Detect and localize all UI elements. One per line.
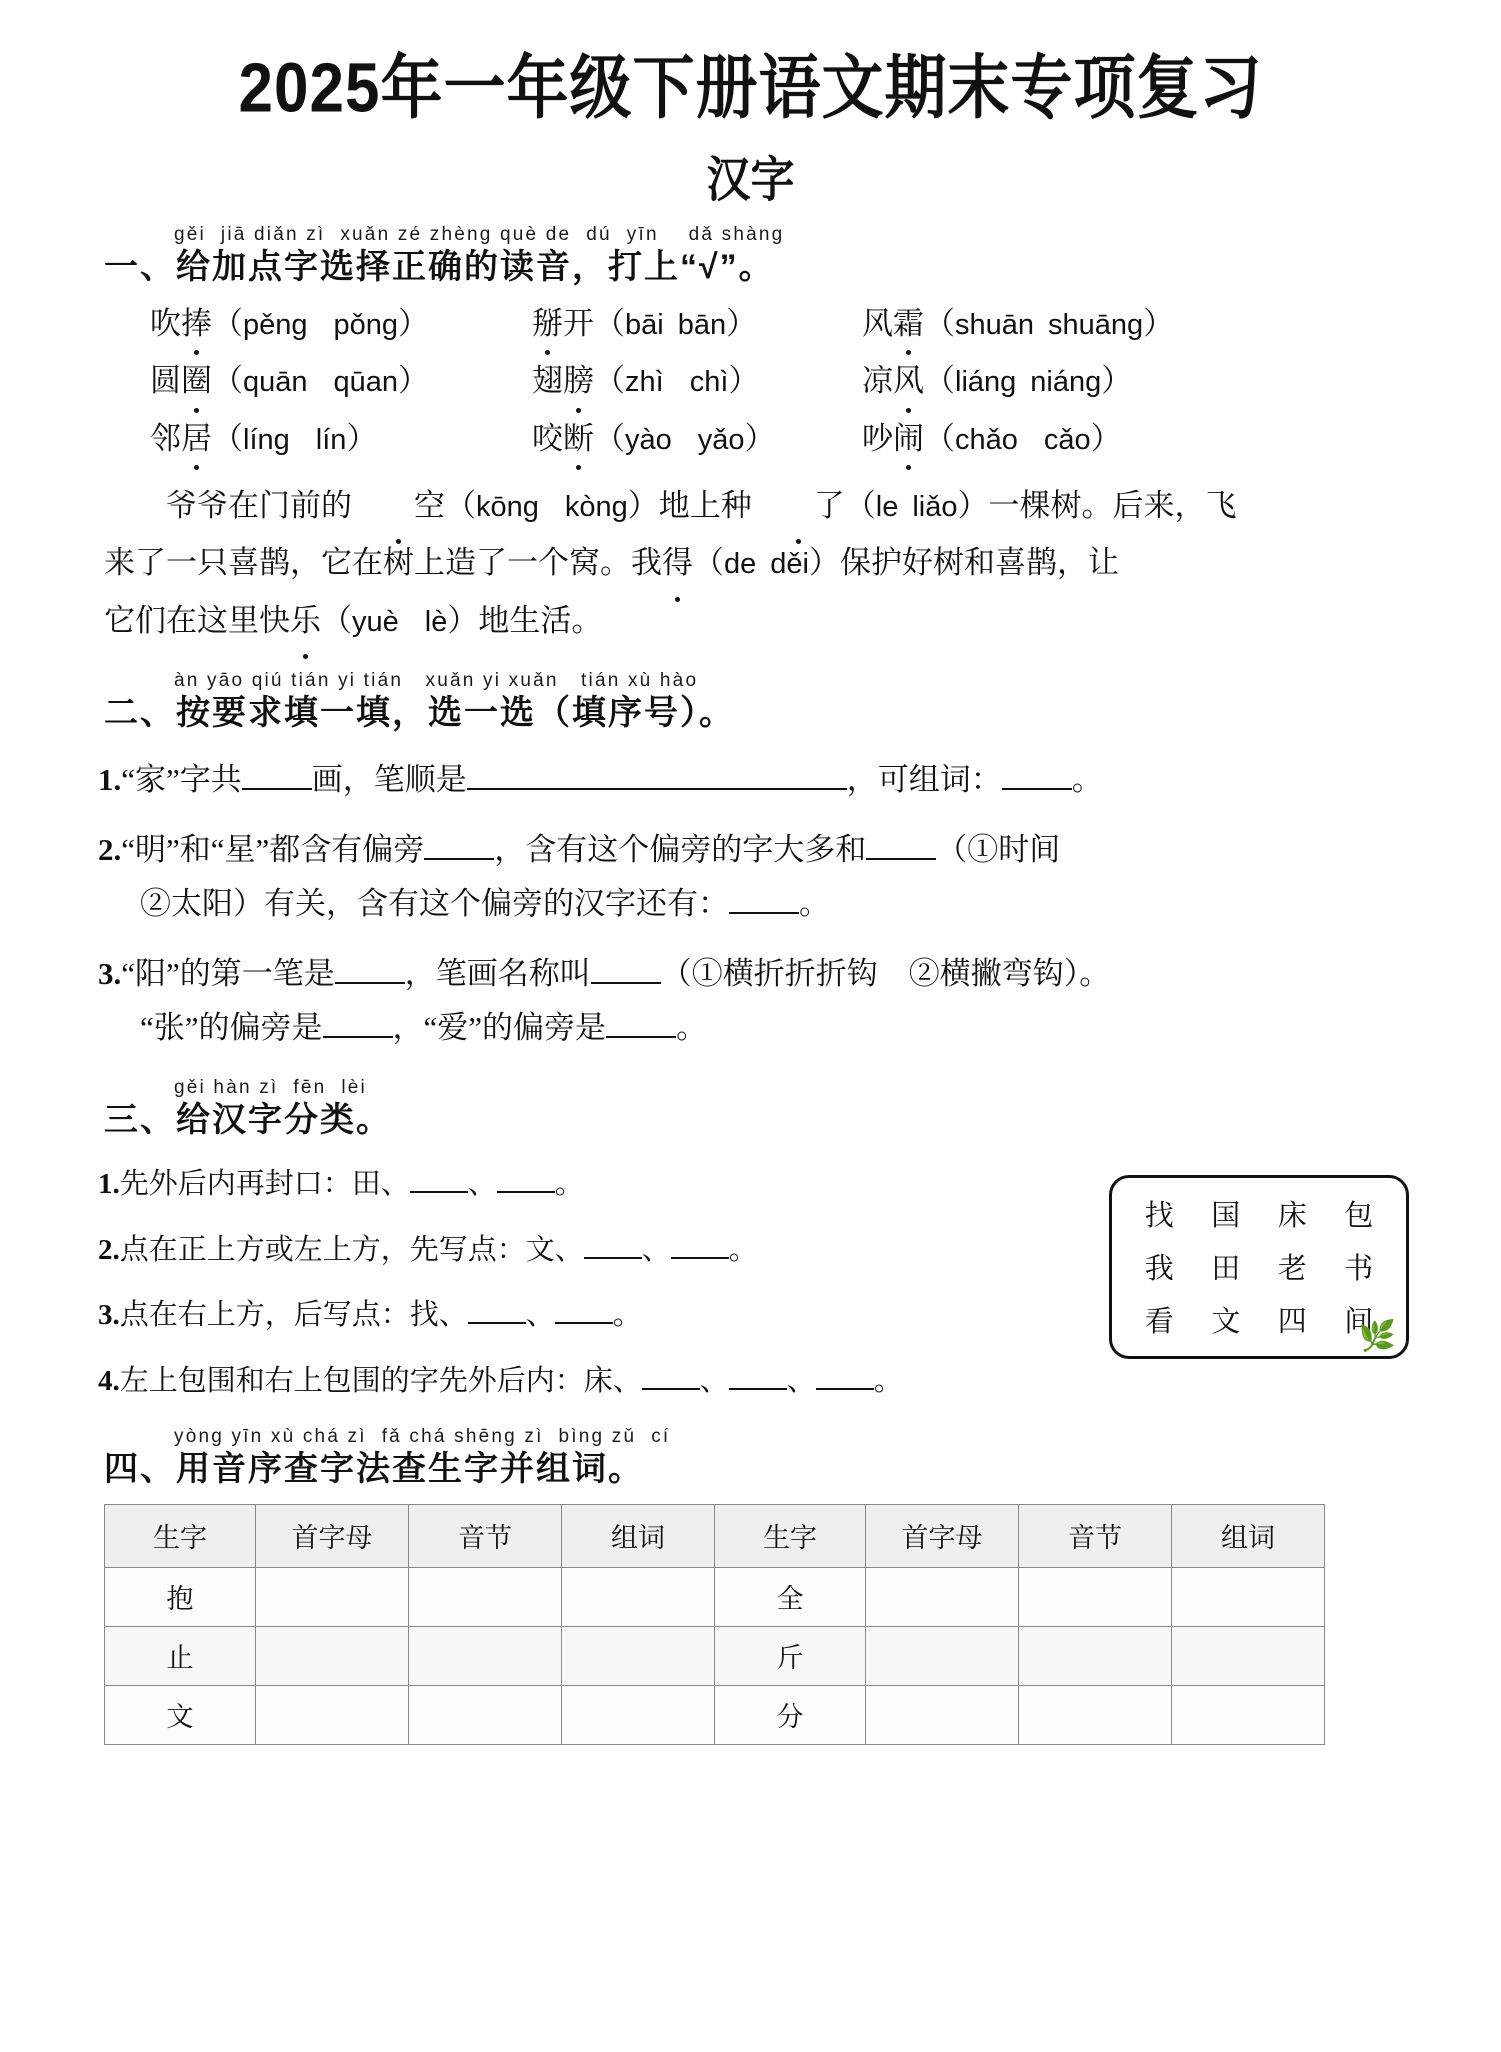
bank-char[interactable]: 四 — [1277, 1306, 1307, 1339]
section-2-pinyin: àn yāo qiú tián yi tián xuǎn yi xuǎn tián xù hào — [174, 670, 699, 692]
answer-blank[interactable] — [242, 762, 312, 790]
dotted-char: 得 — [662, 534, 693, 591]
item-text: ，“爱”的偏旁是 — [392, 1010, 607, 1046]
item-text: “家”字共 — [121, 762, 242, 798]
section-4-pinyin: yòng yīn xù chá zì fǎ chá shēng zì bìng zǔ cí — [174, 1426, 671, 1448]
choice-word-pre: 吹 — [150, 305, 181, 341]
cell-word-input[interactable] — [562, 1685, 715, 1744]
answer-blank[interactable] — [591, 956, 661, 984]
choice-item[interactable]: 吵闹（chǎo cǎo） — [862, 417, 1182, 461]
section-2-item-1 — [0, 756, 1501, 804]
page-subtitle: 汉字 — [706, 153, 795, 207]
pinyin-option-b[interactable]: děi — [770, 548, 809, 581]
section-4-table-wrap — [0, 1504, 1501, 1745]
cell-word-input[interactable] — [562, 1567, 715, 1626]
choice-item[interactable]: 凉风（liáng niáng） — [862, 359, 1182, 403]
choice-word-pre: 邻 — [150, 420, 181, 456]
pinyin-option-a[interactable]: de — [724, 548, 757, 581]
section-3-item-4: 4.左上包围和右上包围的字先外后内：床、 、 、 。 — [0, 1360, 1501, 1404]
item-text: 。 — [676, 1010, 708, 1046]
item-text: ，含有这个偏旁的字大多和 — [494, 832, 867, 868]
answer-blank[interactable] — [555, 1296, 613, 1324]
bank-char[interactable]: 国 — [1211, 1200, 1241, 1233]
section-3-item-2: 2.点在正上方或左上方，先写点：文、 、 。 — [0, 1229, 1501, 1273]
cell-syllable-input[interactable] — [409, 1567, 562, 1626]
pinyin-option-b[interactable]: qūan — [333, 366, 399, 399]
section-1-passage: 爷爷在门前的 空（kōng kòng）地上种 了（le liǎo）一棵树。后来，飞 — [0, 477, 1501, 535]
section-2-item-3-continued — [0, 1004, 1501, 1052]
bank-char[interactable]: 找 — [1144, 1200, 1174, 1233]
pinyin-option-a[interactable]: zhì — [625, 366, 664, 399]
cell-initial-input[interactable] — [256, 1626, 409, 1685]
answer-blank[interactable] — [323, 1010, 393, 1038]
section-3-heading-group — [0, 1078, 1501, 1141]
dotted-char: 断 — [563, 417, 594, 460]
character-bank-row — [1126, 1190, 1392, 1243]
section-4-heading: 四、用音序查字法查生字并组词。 — [104, 1449, 644, 1488]
cell-syllable-input[interactable] — [409, 1685, 562, 1744]
dotted-char: 乐 — [290, 592, 321, 649]
item-end: 。 — [728, 1233, 758, 1266]
bank-char[interactable]: 包 — [1344, 1200, 1374, 1233]
pinyin-option-b[interactable]: yǎo — [697, 423, 745, 456]
table-header-row — [105, 1504, 1325, 1567]
cell-initial-input[interactable] — [866, 1567, 1019, 1626]
bank-char[interactable]: 我 — [1144, 1253, 1174, 1286]
answer-blank[interactable] — [335, 956, 405, 984]
dotted-char: 霜 — [893, 302, 924, 345]
cell-initial-input[interactable] — [256, 1685, 409, 1744]
choice-word-pre: 吵 — [862, 420, 893, 456]
pinyin-option-a[interactable]: le — [875, 490, 899, 523]
pinyin-option-b[interactable]: lè — [424, 605, 448, 638]
cell-syllable-input[interactable] — [1019, 1685, 1172, 1744]
pinyin-option-a[interactable]: quān — [243, 366, 308, 399]
pinyin-option-b[interactable]: liǎo — [912, 490, 958, 523]
cell-word-input[interactable] — [1172, 1567, 1325, 1626]
table-row — [105, 1567, 1325, 1626]
vocab-table — [104, 1504, 1325, 1745]
col-header-shouzimu-2: 首字母 — [866, 1504, 1019, 1567]
passage-text: 地上种 — [658, 487, 752, 523]
cell-initial-input[interactable] — [256, 1567, 409, 1626]
cell-word-input[interactable] — [1172, 1685, 1325, 1744]
choice-row — [0, 359, 1501, 403]
bank-char[interactable]: 田 — [1211, 1253, 1241, 1286]
dotted-char: 居 — [181, 417, 212, 460]
dotted-char: 掰 — [532, 302, 563, 345]
worksheet-page — [0, 49, 1501, 2052]
cell-character: 全 — [715, 1567, 866, 1626]
answer-blank[interactable] — [584, 1231, 642, 1259]
dotted-char: 捧 — [181, 302, 212, 345]
item-text: 先外后内再封口：田、 — [119, 1168, 410, 1201]
cell-initial-input[interactable] — [866, 1626, 1019, 1685]
choice-item[interactable]: 邻居（líng lín） — [150, 417, 532, 461]
item-end: 。 — [554, 1168, 584, 1201]
section-3-heading: 三、给汉字分类。 — [104, 1101, 392, 1140]
character-bank-row — [1126, 1296, 1392, 1349]
answer-blank[interactable] — [866, 832, 936, 860]
item-number: 1. — [98, 762, 122, 798]
item-number: 2. — [98, 832, 122, 868]
dotted-char: 圈 — [181, 359, 212, 402]
item-text: 点在正上方或左上方，先写点：文、 — [119, 1233, 584, 1266]
table-row — [105, 1626, 1325, 1685]
pinyin-option-a[interactable]: yuè — [352, 605, 399, 638]
leaf-decoration-icon: 🌿 — [1358, 1320, 1396, 1354]
section-3-pinyin: gěi hàn zì fēn lèi — [174, 1077, 367, 1099]
item-text: （①横折折折钩 ②横撇弯钩）。 — [660, 956, 1111, 992]
dotted-char: 膀 — [563, 359, 594, 402]
item-text: “明”和“星”都含有偏旁 — [121, 832, 425, 868]
col-header-yinjie-1: 音节 — [409, 1504, 562, 1567]
section-1-heading: 一、给加点字选择正确的读音，打上“√”。 — [104, 247, 775, 286]
pinyin-option-b[interactable]: niáng — [1030, 366, 1102, 399]
pinyin-option-a[interactable]: bāi — [625, 308, 664, 341]
cell-character: 止 — [105, 1626, 256, 1685]
table-row — [105, 1685, 1325, 1744]
item-text: ②太阳）有关，含有这个偏旁的汉字还有： — [140, 886, 729, 922]
pinyin-option-a[interactable]: shuān — [955, 308, 1035, 341]
pinyin-option-a[interactable]: líng — [243, 423, 290, 456]
choice-word-pre: 咬 — [532, 420, 563, 456]
choice-item[interactable]: 掰开（bāi bān） — [532, 302, 862, 346]
col-header-zuci-1: 组词 — [562, 1504, 715, 1567]
item-number: 4. — [98, 1364, 120, 1397]
pinyin-option-a[interactable]: yào — [625, 423, 672, 456]
pinyin-option-a[interactable]: pěng — [243, 308, 308, 341]
choice-row — [0, 302, 1501, 346]
character-bank-box — [1109, 1175, 1409, 1359]
col-header-shengzi-1: 生字 — [105, 1504, 256, 1567]
pinyin-option-b[interactable]: chì — [689, 366, 729, 399]
pinyin-option-a[interactable]: liáng — [955, 366, 1017, 399]
answer-blank[interactable] — [671, 1231, 729, 1259]
cell-initial-input[interactable] — [866, 1685, 1019, 1744]
answer-blank[interactable] — [410, 1165, 468, 1193]
choice-item[interactable]: 吹捧（pěng pǒng） — [150, 302, 532, 346]
section-3-item-1: 1.先外后内再封口：田、 、 。 — [0, 1163, 1501, 1207]
choice-word-pre: 风 — [862, 305, 893, 341]
choice-item[interactable]: 翅膀（zhì chì） — [532, 359, 862, 403]
passage-text: 爷爷在门前的 — [166, 487, 352, 523]
section-1-passage-line2: 来了一只喜鹊，它在树上造了一个窝。我得（de děi）保护好树和喜鹊，让 — [0, 534, 1501, 592]
choice-word-pre: 圆 — [150, 363, 181, 399]
bank-char[interactable]: 间 — [1344, 1306, 1374, 1339]
answer-blank[interactable] — [1002, 762, 1072, 790]
item-text: “张”的偏旁是 — [140, 1010, 323, 1046]
pinyin-option-b[interactable]: kòng — [564, 490, 628, 523]
section-2-heading-group — [0, 671, 1501, 734]
cell-character: 斤 — [715, 1626, 866, 1685]
item-text: 左上包围和右上包围的字先外后内：床、 — [119, 1364, 642, 1397]
passage-text: 保护好树和喜鹊，让 — [839, 545, 1119, 581]
passage-text: 地生活。 — [478, 602, 603, 638]
item-text: ，笔画名称叫 — [404, 956, 591, 992]
answer-blank[interactable] — [424, 832, 494, 860]
section-3-body — [0, 1163, 1501, 1403]
answer-blank[interactable] — [729, 1362, 787, 1390]
cell-word-input[interactable] — [562, 1626, 715, 1685]
cell-syllable-input[interactable] — [1019, 1567, 1172, 1626]
section-2-item-2-continued — [0, 880, 1501, 928]
cell-character: 抱 — [105, 1567, 256, 1626]
answer-blank[interactable] — [642, 1362, 700, 1390]
answer-blank[interactable] — [497, 1165, 555, 1193]
pinyin-option-b[interactable]: bān — [677, 308, 727, 341]
answer-blank[interactable] — [729, 886, 799, 914]
dotted-char: 风 — [893, 359, 924, 402]
item-number: 3. — [98, 1299, 120, 1332]
item-end: 。 — [873, 1364, 903, 1397]
choice-word-pre: 翅 — [532, 363, 563, 399]
section-4-heading-group — [0, 1427, 1501, 1490]
item-end: 。 — [612, 1299, 642, 1332]
section-2-item-2 — [0, 826, 1501, 874]
section-2-item-3 — [0, 950, 1501, 998]
pinyin-option-a[interactable]: chǎo — [955, 423, 1018, 456]
choice-item[interactable]: 风霜（shuān shuāng） — [862, 302, 1182, 346]
item-text: 画，笔顺是 — [311, 762, 467, 798]
section-1-pinyin: gěi jiā diǎn zì xuǎn zé zhèng què de dú yīn dǎ shàng — [174, 224, 785, 246]
answer-blank[interactable] — [468, 1296, 526, 1324]
item-text: 。 — [1071, 762, 1103, 798]
col-header-shouzimu-1: 首字母 — [256, 1504, 409, 1567]
bank-char[interactable]: 看 — [1144, 1306, 1174, 1339]
dotted-char: 了 — [752, 477, 845, 534]
section-1-heading-group — [0, 225, 1501, 288]
choice-word-pre: 凉 — [862, 363, 893, 399]
cell-syllable-input[interactable] — [1019, 1626, 1172, 1685]
item-text: ，可组词： — [846, 762, 1002, 798]
col-header-yinjie-2: 音节 — [1019, 1504, 1172, 1567]
bank-char[interactable]: 床 — [1277, 1200, 1307, 1233]
choice-item[interactable]: 圆圈（quān qūan） — [150, 359, 532, 403]
item-number: 2. — [98, 1233, 120, 1266]
pinyin-option-b[interactable]: shuāng — [1048, 308, 1144, 341]
choice-row — [0, 417, 1501, 461]
pinyin-option-b[interactable]: pǒng — [333, 308, 399, 341]
answer-blank[interactable] — [816, 1362, 874, 1390]
section-2-heading: 二、按要求填一填，选一选（填序号）。 — [104, 694, 735, 733]
item-text: “阳”的第一笔是 — [121, 956, 335, 992]
col-header-zuci-2: 组词 — [1172, 1504, 1325, 1567]
choice-word-post: 开 — [563, 305, 594, 341]
passage-text: 来了一只喜鹊，它在树上造了一个窝。我 — [104, 545, 662, 581]
bank-char[interactable]: 老 — [1277, 1253, 1307, 1286]
answer-blank[interactable] — [606, 1010, 676, 1038]
cell-character: 文 — [105, 1685, 256, 1744]
item-number: 1. — [98, 1168, 120, 1201]
dotted-char: 闹 — [893, 417, 924, 460]
pinyin-option-b[interactable]: lín — [315, 423, 347, 456]
item-text: （①时间 — [936, 832, 1061, 868]
page-title: 2025年一年级下册语文期末专项复习 — [238, 49, 1263, 128]
section-3-item-3: 3.点在右上方，后写点：找、 、 。 — [0, 1294, 1501, 1338]
item-text: 。 — [799, 886, 830, 922]
dotted-char: 空 — [352, 477, 445, 534]
bank-char[interactable]: 书 — [1344, 1253, 1374, 1286]
item-text: 点在右上方，后写点：找、 — [119, 1299, 468, 1332]
choice-item[interactable]: 咬断（yào yǎo） — [532, 417, 862, 461]
pinyin-option-a[interactable]: kōng — [476, 490, 539, 523]
cell-word-input[interactable] — [1172, 1626, 1325, 1685]
cell-character: 分 — [715, 1685, 866, 1744]
passage-text: 一棵树。后来，飞 — [988, 487, 1237, 523]
section-1-passage-line3: 它们在这里快乐（yuè lè）地生活。 — [0, 592, 1501, 650]
section-1-choices — [0, 302, 1501, 461]
bank-char[interactable]: 文 — [1211, 1306, 1241, 1339]
pinyin-option-b[interactable]: cǎo — [1043, 423, 1091, 456]
col-header-shengzi-2: 生字 — [715, 1504, 866, 1567]
item-number: 3. — [98, 956, 122, 992]
character-bank-row — [1126, 1243, 1392, 1296]
passage-text: 它们在这里快 — [104, 602, 290, 638]
answer-blank[interactable] — [467, 762, 847, 790]
cell-syllable-input[interactable] — [409, 1626, 562, 1685]
